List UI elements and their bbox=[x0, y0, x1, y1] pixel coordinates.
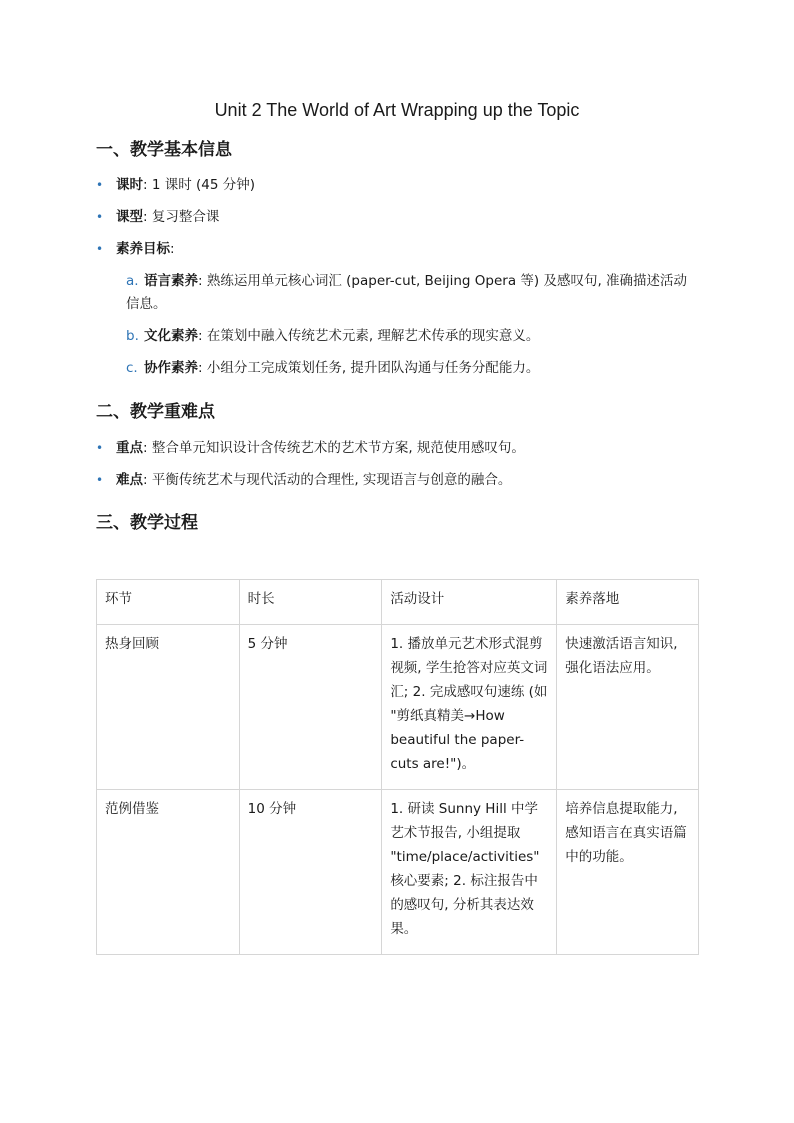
goal-item-culture: b. 文化素养: 在策划中融入传统艺术元素, 理解艺术传承的现实意义。 bbox=[126, 328, 540, 344]
goal-item-language: a. 语言素养: 熟练运用单元核心词汇 (paper-cut, Beijing Opera 等) 及感叹句, 准确描述活动信息。 bbox=[126, 273, 688, 312]
bullet-icon: • bbox=[96, 210, 104, 224]
table-cell: 快速激活语言知识, 强化语法应用。 bbox=[557, 625, 699, 790]
table-header-cell: 活动设计 bbox=[382, 580, 557, 625]
table-header-cell: 环节 bbox=[97, 580, 240, 625]
section-heading-teaching-process: 三、教学过程 bbox=[96, 513, 198, 533]
teaching-process-table bbox=[96, 579, 699, 955]
list-item-key-point: • 重点: 整合单元知识设计含传统艺术的艺术节方案, 规范使用感叹句。 bbox=[96, 437, 525, 459]
list-item-literacy-goals: • 素养目标: bbox=[96, 238, 175, 260]
bullet-icon: • bbox=[96, 178, 104, 192]
bullet-icon: • bbox=[96, 441, 104, 455]
table-row bbox=[97, 790, 699, 955]
table-header-cell: 时长 bbox=[239, 580, 382, 625]
table-cell: 培养信息提取能力, 感知语言在真实语篇中的功能。 bbox=[557, 790, 699, 955]
table-cell: 范例借鉴 bbox=[97, 790, 240, 955]
table-cell: 1. 播放单元艺术形式混剪视频, 学生抢答对应英文词汇; 2. 完成感叹句速练 (如 "剪纸真精美→How beautiful the paper-cuts are!")。 bbox=[382, 625, 557, 790]
table-cell: 10 分钟 bbox=[239, 790, 382, 955]
table-cell: 1. 研读 Sunny Hill 中学艺术节报告, 小组提取 "time/place/activities" 核心要素; 2. 标注报告中的感叹句, 分析其表达效果。 bbox=[382, 790, 557, 955]
table-header-row bbox=[97, 580, 699, 625]
list-item-class-hours: • 课时: 1 课时 (45 分钟) bbox=[96, 174, 255, 196]
table-cell: 5 分钟 bbox=[239, 625, 382, 790]
bullet-icon: • bbox=[96, 242, 104, 256]
document-title: Unit 2 The World of Art Wrapping up the Topic bbox=[214, 100, 580, 120]
bullet-icon: • bbox=[96, 473, 104, 487]
goal-item-collaboration: c. 协作素养: 小组分工完成策划任务, 提升团队沟通与任务分配能力。 bbox=[126, 360, 540, 376]
section-heading-basic-info: 一、教学基本信息 bbox=[96, 140, 232, 160]
section-heading-key-points: 二、教学重难点 bbox=[96, 402, 215, 422]
table-header-cell: 素养落地 bbox=[557, 580, 699, 625]
table-row bbox=[97, 625, 699, 790]
list-item-difficulty: • 难点: 平衡传统艺术与现代活动的合理性, 实现语言与创意的融合。 bbox=[96, 469, 511, 491]
list-item-class-type: • 课型: 复习整合课 bbox=[96, 206, 219, 228]
table-cell: 热身回顾 bbox=[97, 625, 240, 790]
